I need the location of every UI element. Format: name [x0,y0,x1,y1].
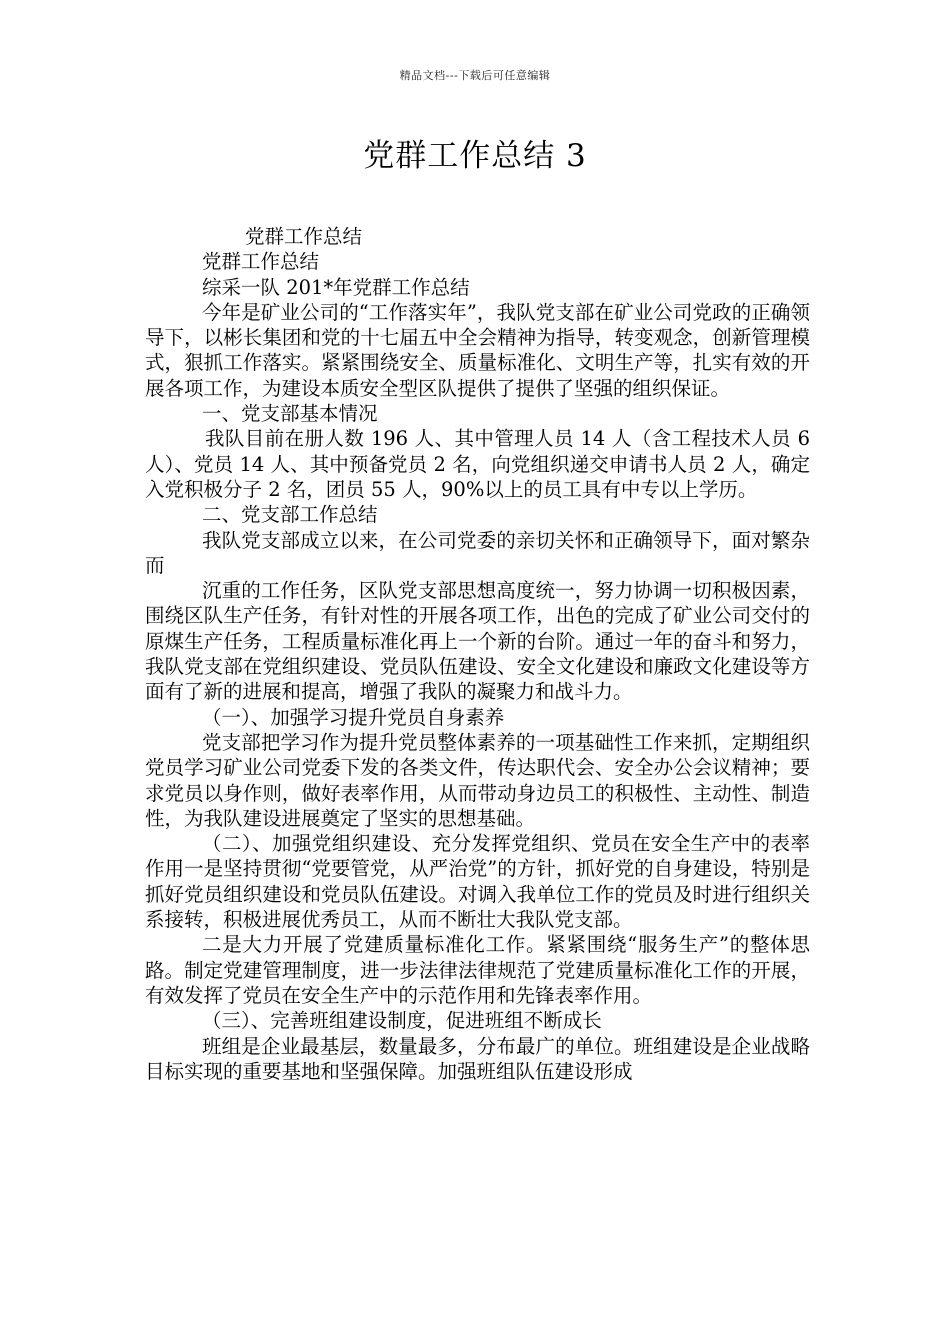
page-header: 精品文档---下载后可任意编辑 [399,69,551,82]
paragraph: （二）、加强党组织建设、充分发挥党组织、党员在安全生产中的表率作用一是坚持贯彻“党要管党，从严治党”的方针，抓好党的自身建设，特别是抓好党员组织建设和党员队伍建设。对调入我单位工作的党员及时进行组织关系接转，积极进展优秀员工，从而不断壮大我队党支部。 [145,832,810,932]
paragraph: 沉重的工作任务，区队党支部思想高度统一，努力协调一切积极因素，围绕区队生产任务，有针对性的开展各项工作，出色的完成了矿业公司交付的原煤生产任务，工程质量标准化再上一个新的台阶。通过一年的奋斗和努力，我队党支部在党组织建设、党员队伍建设、安全文化建设和廉政文化建设等方面有了新的进展和提高，增强了我队的凝聚力和战斗力。 [145,579,810,704]
paragraph: 党群工作总结 [202,250,320,274]
document-title: 党群工作总结 3 [363,138,587,174]
paragraph: 党支部把学习作为提升党员整体素养的一项基础性工作来抓，定期组织党员学习矿业公司党委下发的各类文件，传达职代会、安全办公会议精神；要求党员以身作则，做好表率作用，从而带动身边员工的积极性、主动性、制造性，为我队建设进展奠定了坚实的思想基础。 [145,730,810,830]
document-body [145,224,810,1084]
section-heading: 一、党支部基本情况 [202,402,378,426]
paragraph: 我队党支部成立以来，在公司党委的亲切关怀和正确领导下，面对繁杂而 [145,528,810,577]
subsection-heading: （三）、完善班组建设制度，促进班组不断成长 [202,1009,602,1033]
paragraph: 党群工作总结 [245,225,363,248]
paragraph: 我队目前在册人数 196 人、其中管理人员 14 人（含工程技术人员 6 人）、党员 14 人、其中预备党员 2 名，向党组织递交申请书人员 2 人，确定入党积极分子 2 名，团员 55 人，90%以上的员工具有中专以上学历。 [145,427,810,501]
paragraph: 今年是矿业公司的“工作落实年”，我队党支部在矿业公司党政的正确领导下，以彬长集团和党的十七届五中全会精神为指导，转变观念，创新管理模式，狠抓工作落实。紧紧围绕安全、质量标准化、文明生产等，扎实有效的开展各项工作，为建设本质安全型区队提供了提供了坚强的组织保证。 [145,300,810,400]
paragraph: 班组是企业最基层，数量最多，分布最广的单位。班组建设是企业战略目标实现的重要基地和坚强保障。加强班组队伍建设形成 [145,1034,810,1083]
subsection-heading: （一）、加强学习提升党员自身素养 [202,705,505,729]
paragraph: 综采一队 201*年党群工作总结 [202,275,470,299]
paragraph: 二是大力开展了党建质量标准化工作。紧紧围绕“服务生产”的整体思路。制定党建管理制度，进一步法律法律规范了党建质量标准化工作的开展，有效发挥了党员在安全生产中的示范作用和先锋表率作用。 [145,933,810,1007]
section-heading: 二、党支部工作总结 [202,503,378,527]
